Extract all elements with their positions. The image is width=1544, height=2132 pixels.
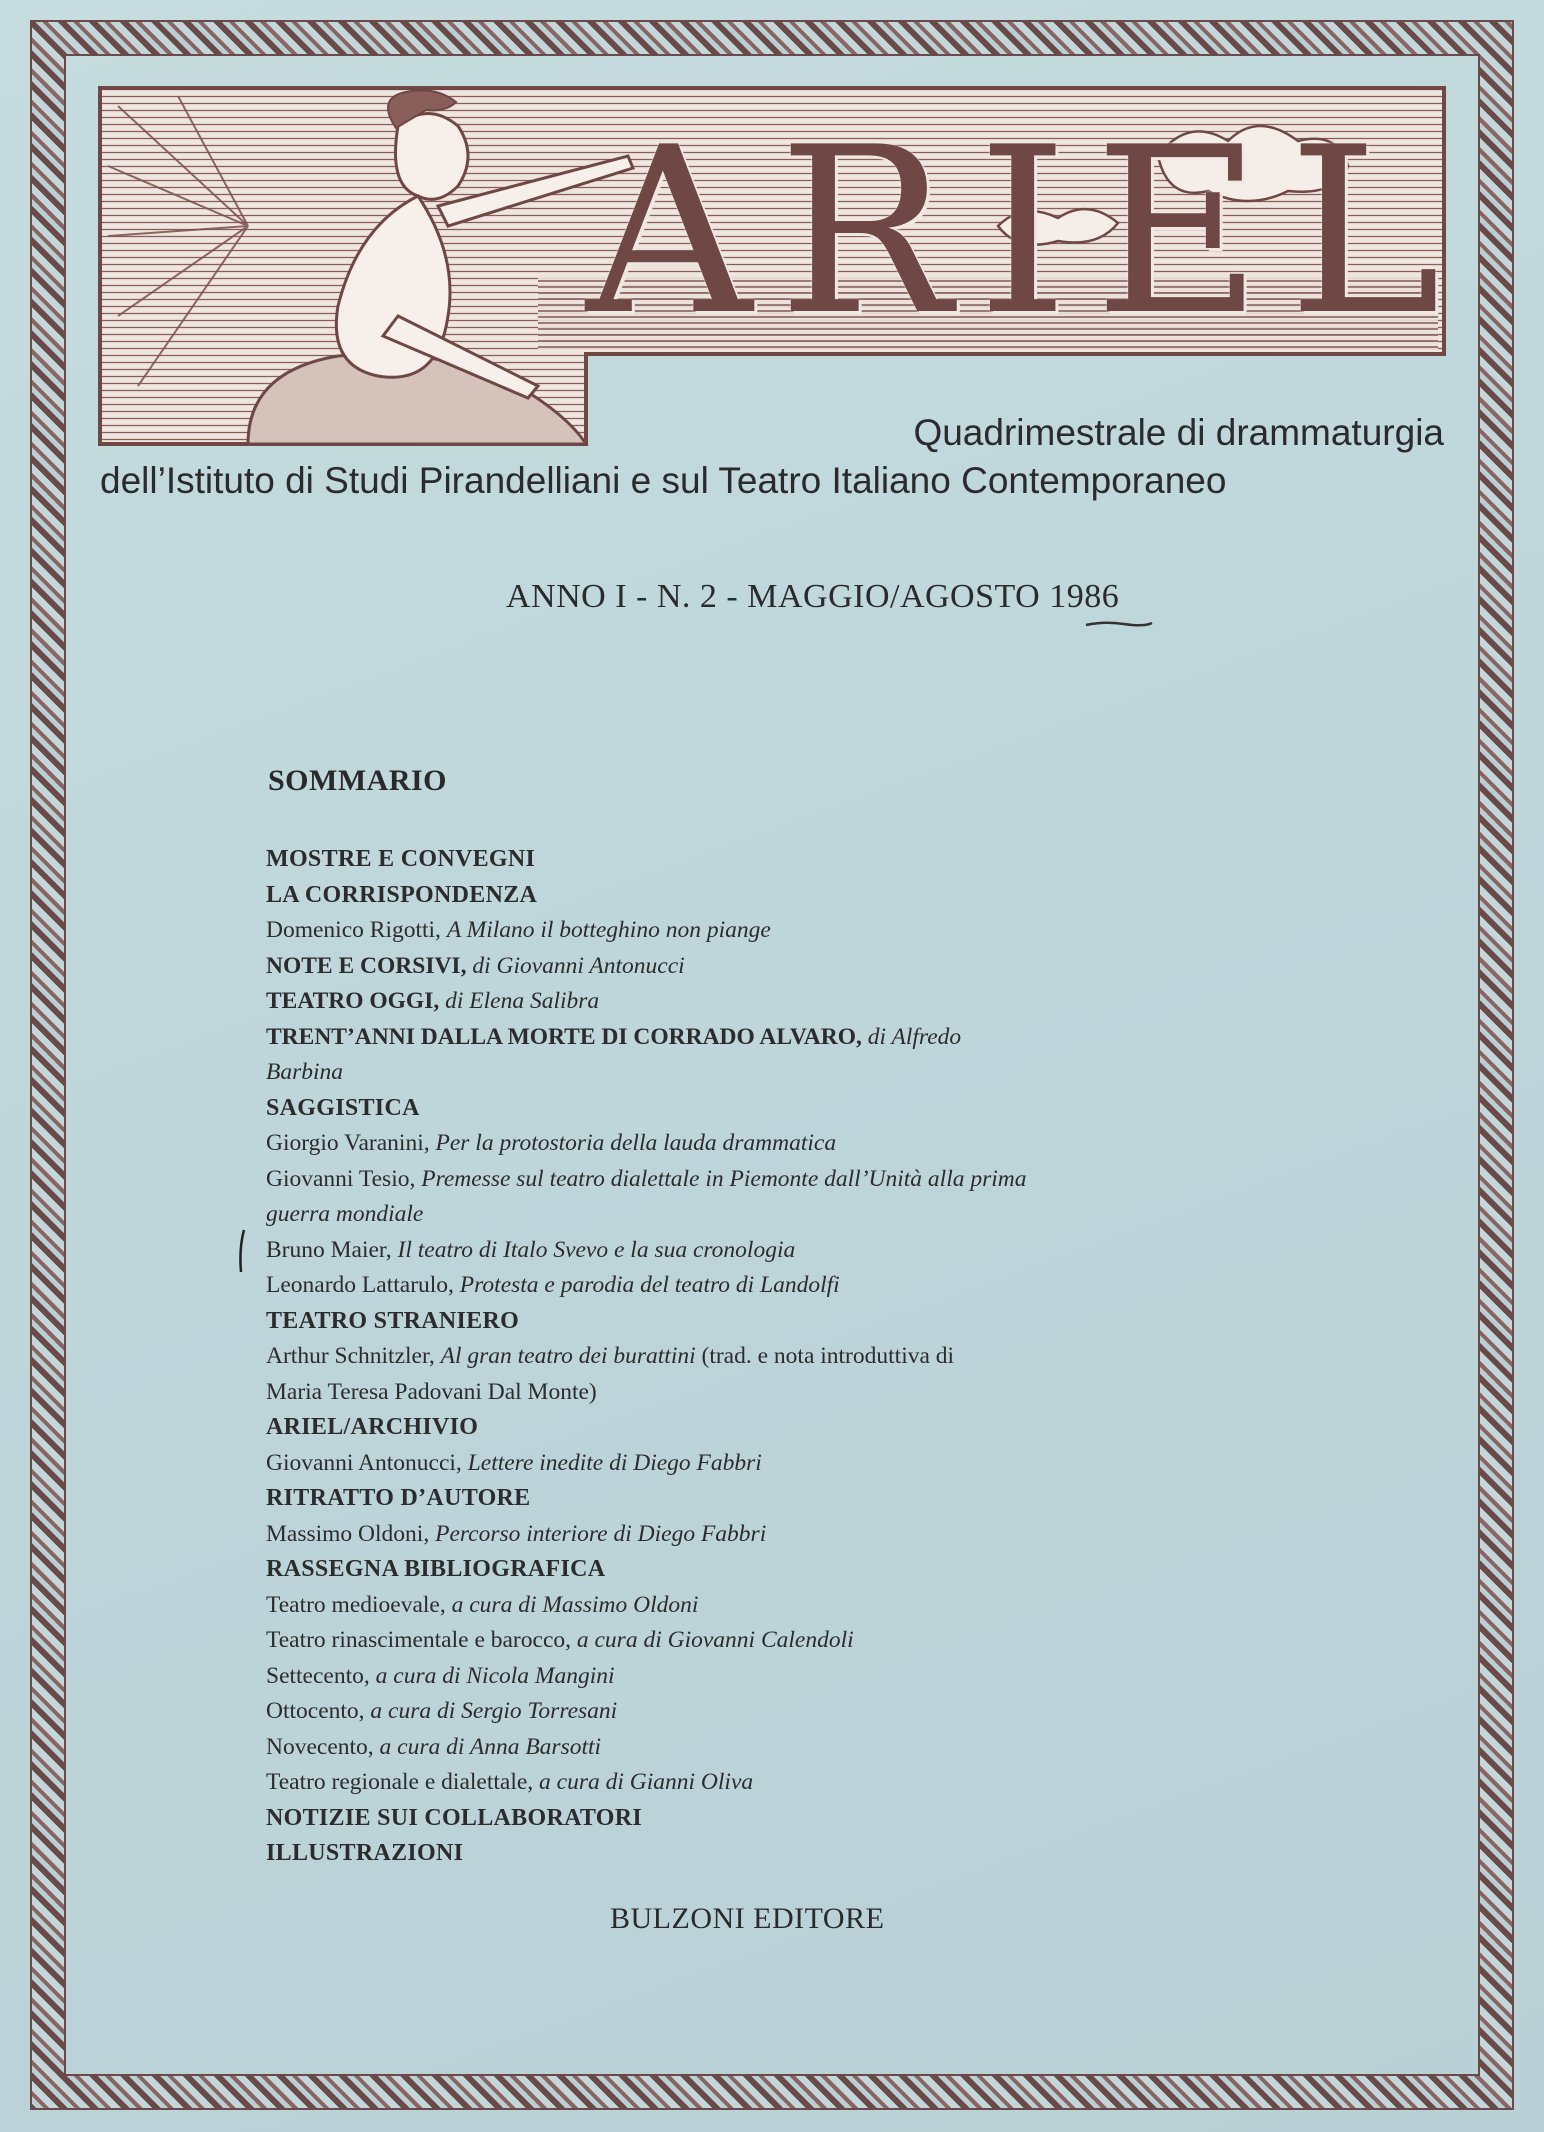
toc-section-title: RASSEGNA BIBLIOGRAFICA (266, 1556, 606, 1582)
toc-title: a cura di Anna Barsotti (379, 1733, 602, 1760)
sommario-heading: SOMMARIO (268, 764, 447, 797)
toc-author: Maria Teresa Padovani Dal Monte) (266, 1378, 597, 1405)
toc-title: a cura di Gianni Oliva (539, 1769, 754, 1795)
toc-section-title: NOTE E CORSIVI, (266, 952, 467, 979)
table-of-contents (266, 842, 1266, 1872)
toc-entry (266, 949, 1266, 985)
toc-title: Lettere inedite di Diego Fabbri (467, 1449, 762, 1476)
toc-author: Massimo Oldoni, (266, 1520, 436, 1547)
toc-author: Teatro regionale e dialettale, (266, 1769, 540, 1795)
toc-entry (266, 1659, 1266, 1695)
toc-title: Percorso interiore di Diego Fabbri (435, 1520, 767, 1547)
toc-entry (266, 1162, 1266, 1198)
toc-entry (266, 878, 1266, 914)
toc-author: Arthur Schnitzler, (266, 1343, 441, 1369)
toc-section-title: MOSTRE E CONVEGNI (266, 846, 536, 872)
toc-author: Giovanni Tesio, (266, 1165, 422, 1192)
toc-section-title: RITRATTO D’AUTORE (266, 1485, 531, 1511)
subtitle-line-1: Quadrimestrale di drammaturgia (913, 412, 1444, 453)
toc-entry (266, 1375, 1266, 1411)
toc-author: Leonardo Lattarulo, (266, 1272, 460, 1298)
toc-entry (266, 842, 1266, 878)
toc-author: Bruno Maier, (266, 1236, 398, 1263)
toc-author: Domenico Rigotti, (266, 917, 447, 943)
toc-entry (266, 1020, 1266, 1056)
toc-entry (266, 1588, 1266, 1624)
toc-title: Il teatro di Italo Svevo e la sua cronologia (397, 1236, 796, 1263)
magazine-title: ARIEL (586, 99, 1467, 366)
toc-title: A Milano il botteghino non piange (446, 917, 771, 943)
toc-author: Giorgio Varanini, (266, 1130, 436, 1156)
toc-title: Al gran teatro dei burattini (440, 1343, 696, 1369)
toc-entry (266, 1446, 1266, 1482)
toc-title: Barbina (266, 1059, 344, 1085)
toc-title: a cura di Massimo Oldoni (451, 1591, 699, 1618)
toc-entry (266, 1481, 1266, 1517)
toc-entry (266, 1233, 1266, 1269)
toc-title: di Elena Salibra (445, 988, 600, 1014)
toc-entry (266, 1304, 1266, 1340)
toc-section-title: SAGGISTICA (266, 1094, 420, 1121)
toc-section-title: NOTIZIE SUI COLLABORATORI (266, 1804, 643, 1831)
toc-entry (266, 1091, 1266, 1127)
toc-entry (266, 1268, 1266, 1304)
subtitle-line-2: dell’Istituto di Studi Pirandelliani e sul Teatro Italiano Contemporaneo (100, 460, 1227, 501)
handwritten-underline (1084, 620, 1154, 628)
toc-title: Premesse sul teatro dialettale in Piemonte dall’Unità alla prima (421, 1165, 1027, 1192)
toc-entry (266, 1339, 1266, 1375)
toc-entry (266, 1801, 1266, 1837)
toc-title: di Giovanni Antonucci (472, 952, 685, 979)
toc-section-title: LA CORRISPONDENZA (266, 881, 538, 908)
toc-title: a cura di Sergio Torresani (370, 1698, 618, 1724)
toc-entry (266, 1126, 1266, 1162)
toc-entry (266, 1055, 1266, 1091)
toc-author: Settecento, (266, 1662, 376, 1689)
publisher-name: BULZONI EDITORE (610, 1902, 885, 1935)
toc-author: Novecento, (266, 1733, 380, 1760)
toc-entry (266, 1694, 1266, 1730)
toc-entry (266, 913, 1266, 949)
toc-entry (266, 1197, 1266, 1233)
toc-title: guerra mondiale (266, 1201, 424, 1227)
toc-entry (266, 1836, 1266, 1872)
toc-title: a cura di Nicola Mangini (375, 1662, 615, 1689)
toc-author: Giovanni Antonucci, (266, 1449, 468, 1476)
toc-title: Per la protostoria della lauda drammatica (435, 1130, 837, 1156)
toc-entry (266, 1623, 1266, 1659)
toc-author: Ottocento, (266, 1698, 371, 1724)
toc-author: Teatro rinascimentale e barocco, (266, 1627, 577, 1653)
toc-section-title: ILLUSTRAZIONI (266, 1840, 464, 1866)
toc-note: (trad. e nota introduttiva di (695, 1343, 955, 1369)
toc-section-title: TEATRO STRANIERO (266, 1307, 520, 1334)
toc-entry (266, 1517, 1266, 1553)
toc-section-title: ARIEL/ARCHIVIO (266, 1414, 479, 1440)
masthead (98, 86, 1467, 448)
toc-title: di Alfredo (867, 1023, 962, 1050)
toc-section-title: TEATRO OGGI, (266, 988, 440, 1014)
toc-title: Protesta e parodia del teatro di Landolfi (459, 1272, 840, 1298)
toc-section-title: TRENT’ANNI DALLA MORTE DI CORRADO ALVARO, (266, 1023, 862, 1050)
toc-title: a cura di Giovanni Calendoli (576, 1627, 854, 1653)
toc-entry (266, 1730, 1266, 1766)
issue-info: ANNO I - N. 2 - MAGGIO/AGOSTO 1986 (506, 578, 1120, 615)
pencil-margin-mark (236, 1228, 248, 1274)
toc-entry (266, 1552, 1266, 1588)
toc-entry (266, 1410, 1266, 1446)
toc-entry (266, 1765, 1266, 1801)
toc-entry (266, 984, 1266, 1020)
toc-author: Teatro medioevale, (266, 1591, 452, 1618)
